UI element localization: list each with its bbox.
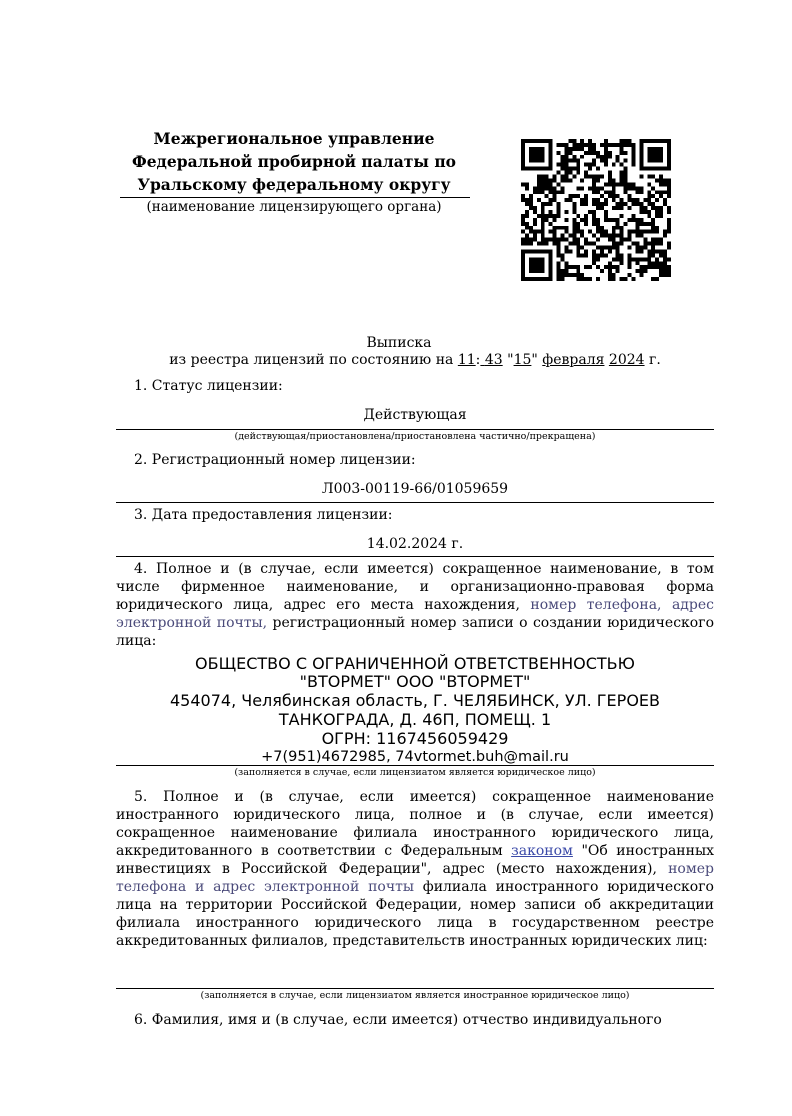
- org-contacts: +7(951)4672985, 74vtormet.buh@mail.ru: [261, 749, 569, 765]
- sec4-rule: [116, 765, 714, 766]
- authority-underline: [120, 197, 470, 198]
- sec3-value: 14.02.2024 г.: [366, 536, 464, 552]
- asof-year: 2024: [608, 352, 645, 368]
- asof-day: 15: [513, 352, 532, 368]
- extract-title: Выписка: [366, 335, 432, 351]
- authority-line-1: Межрегиональное управление: [153, 129, 435, 148]
- sec5-text-contact: номер телефона и адрес электронной почты: [116, 861, 714, 895]
- org-address-line-2: ТАНКОГРАДА, Д. 46П, ПОМЕЩ. 1: [278, 710, 552, 729]
- licensing-authority-name: [110, 127, 478, 196]
- sec5-text-b: "Об иностранных инвестициях в Российской Федерации", адрес (место нахождения),: [116, 843, 714, 877]
- asof-month: февраля: [542, 352, 605, 368]
- org-name-line-2: "ВТОРМЕТ" ООО "ВТОРМЕТ": [299, 672, 531, 691]
- sec5-text-c: филиала иностранного юридического лица на территории Российской Федерации, номер записи об аккредитации филиала иностранного юридического лица в государственном реестре аккредитованных филиалов, представительств иностранных юридических лиц:: [116, 879, 714, 949]
- sec1-note: (действующая/приостановлена/приостановлена частично/прекращена): [234, 431, 596, 442]
- sec5-note: (заполняется в случае, если лицензиатом является иностранное юридическое лицо): [200, 990, 630, 1001]
- qr-code: [520, 139, 672, 281]
- sec4-note: (заполняется в случае, если лицензиатом является юридическое лицо): [234, 767, 596, 778]
- org-ogrn: ОГРН: 1167456059429: [321, 729, 509, 748]
- asof-prefix: из реестра лицензий по состоянию на: [169, 352, 454, 368]
- sec2-value: Л003-00119-66/01059659: [321, 481, 509, 497]
- authority-line-3: Уральскому федеральному округу: [137, 175, 451, 194]
- authority-line-2: Федеральной пробирной палаты по: [131, 152, 457, 171]
- asof-hour: 11: [457, 352, 476, 368]
- sec2-label: 2. Регистрационный номер лицензии:: [134, 452, 416, 468]
- sec1-rule: [116, 429, 714, 430]
- sec4-text-a: 4. Полное и (в случае, если имеется) сокращенное наименование, в том числе фирменное наименование, и организационно-правовая форма юридического лица, адрес его места нахождения,: [116, 561, 714, 613]
- extract-as-of-line: из реестра лицензий по состоянию на 11: 43 "15" февраля 2024 г.: [169, 352, 661, 368]
- authority-caption: (наименование лицензирующего органа): [146, 199, 442, 215]
- org-address-line-1: 454074, Челябинская область, Г. ЧЕЛЯБИНСК, УЛ. ГЕРОЕВ: [169, 691, 660, 710]
- asof-year-suffix: г.: [649, 352, 661, 368]
- federal-law-link[interactable]: законом: [511, 843, 573, 859]
- org-name-line-1: ОБЩЕСТВО С ОГРАНИЧЕННОЙ ОТВЕТСТВЕННОСТЬЮ: [195, 654, 635, 673]
- sec4-paragraph: [116, 560, 714, 650]
- sec5-paragraph: [116, 788, 714, 950]
- asof-minute: 43: [484, 352, 503, 368]
- sec1-value: Действующая: [363, 407, 467, 423]
- sec2-rule: [116, 502, 714, 503]
- sec4-text-b: регистрационный номер записи о создании юридического лица:: [116, 615, 714, 649]
- sec3-label: 3. Дата предоставления лицензии:: [134, 507, 393, 523]
- sec4-text-contact: номер телефона, адрес электронной почты,: [116, 597, 714, 631]
- sec1-label: 1. Статус лицензии:: [134, 378, 283, 394]
- sec5-text-a: 5. Полное и (в случае, если имеется) сокращенное наименование иностранного юридического лица, полное и (в случае, если имеется) сокращенное наименование филиала иностранного юридического лица, аккредитованного в соответствии с Федеральным: [116, 789, 714, 859]
- sec6-paragraph: 6. Фамилия, имя и (в случае, если имеется) отчество индивидуального: [134, 1012, 662, 1028]
- sec5-rule: [116, 988, 714, 989]
- sec3-rule: [116, 556, 714, 557]
